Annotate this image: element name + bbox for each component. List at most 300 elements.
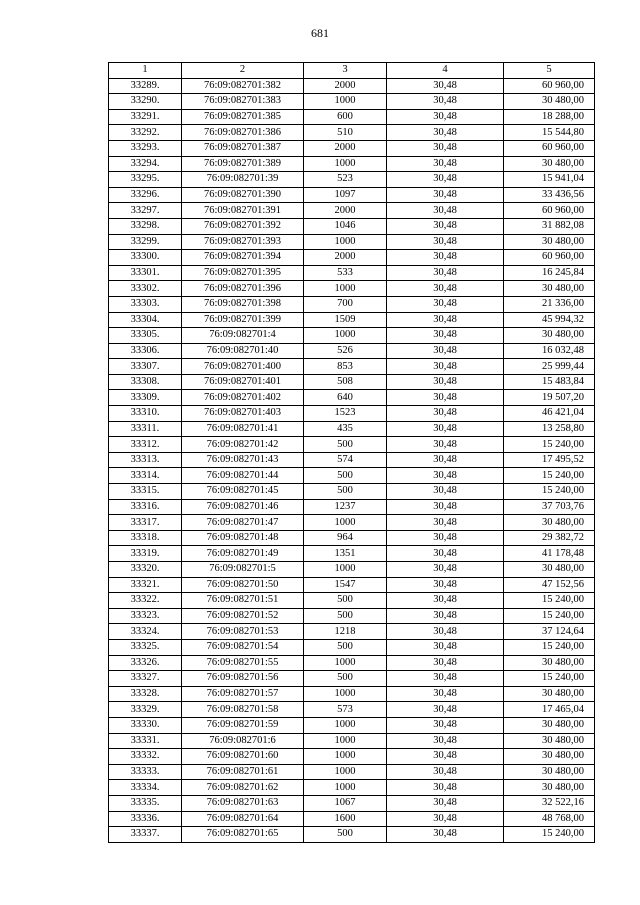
rate-cell: 30,48	[387, 686, 504, 702]
amount-cell: 29 382,72	[504, 530, 595, 546]
row-number-cell: 33332.	[109, 749, 182, 765]
cadastral-number-cell: 76:09:082701:5	[182, 562, 304, 578]
column-header-2: 2	[182, 63, 304, 79]
rate-cell: 30,48	[387, 515, 504, 531]
rate-cell: 30,48	[387, 484, 504, 500]
cadastral-number-cell: 76:09:082701:43	[182, 452, 304, 468]
amount-cell: 16 245,84	[504, 265, 595, 281]
table-row	[109, 140, 595, 156]
cadastral-number-cell: 76:09:082701:46	[182, 499, 304, 515]
area-cell: 1000	[304, 717, 387, 733]
row-number-cell: 33298.	[109, 218, 182, 234]
cadastral-number-cell: 76:09:082701:56	[182, 671, 304, 687]
table-row	[109, 437, 595, 453]
rate-cell: 30,48	[387, 749, 504, 765]
cadastral-number-cell: 76:09:082701:390	[182, 187, 304, 203]
amount-cell: 30 480,00	[504, 686, 595, 702]
rate-cell: 30,48	[387, 639, 504, 655]
amount-cell: 30 480,00	[504, 764, 595, 780]
amount-cell: 15 240,00	[504, 593, 595, 609]
rate-cell: 30,48	[387, 359, 504, 375]
amount-cell: 15 240,00	[504, 671, 595, 687]
row-number-cell: 33295.	[109, 172, 182, 188]
row-number-cell: 33335.	[109, 795, 182, 811]
area-cell: 700	[304, 296, 387, 312]
table-row	[109, 530, 595, 546]
amount-cell: 19 507,20	[504, 390, 595, 406]
amount-cell: 37 124,64	[504, 624, 595, 640]
row-number-cell: 33289.	[109, 78, 182, 94]
cadastral-number-cell: 76:09:082701:54	[182, 639, 304, 655]
cadastral-number-cell: 76:09:082701:58	[182, 702, 304, 718]
area-cell: 500	[304, 671, 387, 687]
area-cell: 1000	[304, 328, 387, 344]
cadastral-number-cell: 76:09:082701:53	[182, 624, 304, 640]
table-row	[109, 639, 595, 655]
amount-cell: 45 994,32	[504, 312, 595, 328]
cadastral-number-cell: 76:09:082701:382	[182, 78, 304, 94]
amount-cell: 60 960,00	[504, 140, 595, 156]
row-number-cell: 33301.	[109, 265, 182, 281]
row-number-cell: 33328.	[109, 686, 182, 702]
table-row	[109, 686, 595, 702]
row-number-cell: 33331.	[109, 733, 182, 749]
table-row	[109, 484, 595, 500]
table-row	[109, 109, 595, 125]
cadastral-number-cell: 76:09:082701:6	[182, 733, 304, 749]
row-number-cell: 33326.	[109, 655, 182, 671]
cadastral-number-cell: 76:09:082701:42	[182, 437, 304, 453]
cadastral-number-cell: 76:09:082701:394	[182, 250, 304, 266]
cadastral-number-cell: 76:09:082701:40	[182, 343, 304, 359]
table-row	[109, 468, 595, 484]
rate-cell: 30,48	[387, 608, 504, 624]
row-number-cell: 33336.	[109, 811, 182, 827]
row-number-cell: 33292.	[109, 125, 182, 141]
area-cell: 1000	[304, 733, 387, 749]
column-header-5: 5	[504, 63, 595, 79]
page-number: 681	[311, 26, 329, 40]
area-cell: 500	[304, 484, 387, 500]
area-cell: 853	[304, 359, 387, 375]
area-cell: 1000	[304, 515, 387, 531]
cadastral-number-cell: 76:09:082701:402	[182, 390, 304, 406]
table-row	[109, 780, 595, 796]
row-number-cell: 33291.	[109, 109, 182, 125]
amount-cell: 17 465,04	[504, 702, 595, 718]
amount-cell: 15 483,84	[504, 374, 595, 390]
area-cell: 1523	[304, 406, 387, 422]
amount-cell: 30 480,00	[504, 94, 595, 110]
row-number-cell: 33318.	[109, 530, 182, 546]
area-cell: 1046	[304, 218, 387, 234]
table-row	[109, 343, 595, 359]
row-number-cell: 33311.	[109, 421, 182, 437]
row-number-cell: 33317.	[109, 515, 182, 531]
row-number-cell: 33320.	[109, 562, 182, 578]
row-number-cell: 33337.	[109, 827, 182, 843]
area-cell: 1097	[304, 187, 387, 203]
cadastral-number-cell: 76:09:082701:64	[182, 811, 304, 827]
area-cell: 500	[304, 827, 387, 843]
area-cell: 1237	[304, 499, 387, 515]
cadastral-number-cell: 76:09:082701:57	[182, 686, 304, 702]
area-cell: 500	[304, 468, 387, 484]
row-number-cell: 33297.	[109, 203, 182, 219]
rate-cell: 30,48	[387, 250, 504, 266]
rate-cell: 30,48	[387, 234, 504, 250]
rate-cell: 30,48	[387, 530, 504, 546]
row-number-cell: 33327.	[109, 671, 182, 687]
row-number-cell: 33334.	[109, 780, 182, 796]
row-number-cell: 33316.	[109, 499, 182, 515]
rate-cell: 30,48	[387, 827, 504, 843]
rate-cell: 30,48	[387, 811, 504, 827]
row-number-cell: 33304.	[109, 312, 182, 328]
area-cell: 1000	[304, 156, 387, 172]
row-number-cell: 33308.	[109, 374, 182, 390]
table-row	[109, 390, 595, 406]
table-row	[109, 94, 595, 110]
table-row	[109, 406, 595, 422]
area-cell: 1000	[304, 234, 387, 250]
rate-cell: 30,48	[387, 94, 504, 110]
cadastral-number-cell: 76:09:082701:44	[182, 468, 304, 484]
cadastral-number-cell: 76:09:082701:41	[182, 421, 304, 437]
rate-cell: 30,48	[387, 374, 504, 390]
table-row	[109, 296, 595, 312]
amount-cell: 30 480,00	[504, 655, 595, 671]
table-row	[109, 764, 595, 780]
amount-cell: 15 240,00	[504, 437, 595, 453]
area-cell: 1547	[304, 577, 387, 593]
rate-cell: 30,48	[387, 296, 504, 312]
area-cell: 1218	[304, 624, 387, 640]
area-cell: 573	[304, 702, 387, 718]
row-number-cell: 33325.	[109, 639, 182, 655]
cadastral-number-cell: 76:09:082701:396	[182, 281, 304, 297]
amount-cell: 30 480,00	[504, 717, 595, 733]
table-row	[109, 795, 595, 811]
rate-cell: 30,48	[387, 562, 504, 578]
cadastral-number-cell: 76:09:082701:48	[182, 530, 304, 546]
table-row	[109, 749, 595, 765]
table-row	[109, 156, 595, 172]
amount-cell: 60 960,00	[504, 78, 595, 94]
table-row	[109, 717, 595, 733]
amount-cell: 31 882,08	[504, 218, 595, 234]
table-row	[109, 499, 595, 515]
table-row	[109, 671, 595, 687]
rate-cell: 30,48	[387, 390, 504, 406]
rate-cell: 30,48	[387, 795, 504, 811]
amount-cell: 60 960,00	[504, 250, 595, 266]
table-row	[109, 811, 595, 827]
area-cell: 1600	[304, 811, 387, 827]
row-number-cell: 33299.	[109, 234, 182, 250]
rate-cell: 30,48	[387, 671, 504, 687]
column-header-3: 3	[304, 63, 387, 79]
table-row	[109, 421, 595, 437]
row-number-cell: 33306.	[109, 343, 182, 359]
cadastral-number-cell: 76:09:082701:4	[182, 328, 304, 344]
amount-cell: 41 178,48	[504, 546, 595, 562]
amount-cell: 46 421,04	[504, 406, 595, 422]
cadastral-number-cell: 76:09:082701:52	[182, 608, 304, 624]
cadastral-number-cell: 76:09:082701:387	[182, 140, 304, 156]
rate-cell: 30,48	[387, 733, 504, 749]
cadastral-number-cell: 76:09:082701:383	[182, 94, 304, 110]
area-cell: 1000	[304, 764, 387, 780]
amount-cell: 30 480,00	[504, 733, 595, 749]
row-number-cell: 33312.	[109, 437, 182, 453]
row-number-cell: 33313.	[109, 452, 182, 468]
row-number-cell: 33293.	[109, 140, 182, 156]
row-number-cell: 33333.	[109, 764, 182, 780]
rate-cell: 30,48	[387, 312, 504, 328]
cadastral-number-cell: 76:09:082701:392	[182, 218, 304, 234]
rate-cell: 30,48	[387, 468, 504, 484]
table-row	[109, 187, 595, 203]
area-cell: 1000	[304, 749, 387, 765]
table-row	[109, 265, 595, 281]
area-cell: 523	[304, 172, 387, 188]
area-cell: 2000	[304, 203, 387, 219]
cadastral-number-cell: 76:09:082701:65	[182, 827, 304, 843]
row-number-cell: 33329.	[109, 702, 182, 718]
row-number-cell: 33294.	[109, 156, 182, 172]
rate-cell: 30,48	[387, 109, 504, 125]
amount-cell: 60 960,00	[504, 203, 595, 219]
amount-cell: 30 480,00	[504, 780, 595, 796]
rate-cell: 30,48	[387, 593, 504, 609]
amount-cell: 21 336,00	[504, 296, 595, 312]
amount-cell: 30 480,00	[504, 156, 595, 172]
cadastral-number-cell: 76:09:082701:386	[182, 125, 304, 141]
cadastral-number-cell: 76:09:082701:45	[182, 484, 304, 500]
amount-cell: 15 941,04	[504, 172, 595, 188]
amount-cell: 16 032,48	[504, 343, 595, 359]
cadastral-number-cell: 76:09:082701:393	[182, 234, 304, 250]
register-table-body	[109, 63, 595, 843]
table-row	[109, 655, 595, 671]
table-row	[109, 281, 595, 297]
register-table	[108, 62, 595, 843]
amount-cell: 13 258,80	[504, 421, 595, 437]
area-cell: 500	[304, 593, 387, 609]
table-row	[109, 250, 595, 266]
rate-cell: 30,48	[387, 437, 504, 453]
table-row	[109, 312, 595, 328]
amount-cell: 15 240,00	[504, 639, 595, 655]
table-row	[109, 608, 595, 624]
area-cell: 533	[304, 265, 387, 281]
cadastral-number-cell: 76:09:082701:391	[182, 203, 304, 219]
row-number-cell: 33305.	[109, 328, 182, 344]
area-cell: 500	[304, 608, 387, 624]
table-row	[109, 125, 595, 141]
row-number-cell: 33321.	[109, 577, 182, 593]
rate-cell: 30,48	[387, 343, 504, 359]
table-row	[109, 218, 595, 234]
row-number-cell: 33303.	[109, 296, 182, 312]
amount-cell: 30 480,00	[504, 234, 595, 250]
cadastral-number-cell: 76:09:082701:59	[182, 717, 304, 733]
amount-cell: 15 240,00	[504, 468, 595, 484]
cadastral-number-cell: 76:09:082701:401	[182, 374, 304, 390]
rate-cell: 30,48	[387, 421, 504, 437]
amount-cell: 30 480,00	[504, 562, 595, 578]
area-cell: 1509	[304, 312, 387, 328]
rate-cell: 30,48	[387, 406, 504, 422]
amount-cell: 15 544,80	[504, 125, 595, 141]
cadastral-number-cell: 76:09:082701:389	[182, 156, 304, 172]
rate-cell: 30,48	[387, 140, 504, 156]
area-cell: 1000	[304, 686, 387, 702]
area-cell: 574	[304, 452, 387, 468]
rate-cell: 30,48	[387, 78, 504, 94]
amount-cell: 18 288,00	[504, 109, 595, 125]
cadastral-number-cell: 76:09:082701:50	[182, 577, 304, 593]
cadastral-number-cell: 76:09:082701:62	[182, 780, 304, 796]
column-header-1: 1	[109, 63, 182, 79]
cadastral-number-cell: 76:09:082701:398	[182, 296, 304, 312]
rate-cell: 30,48	[387, 265, 504, 281]
cadastral-number-cell: 76:09:082701:63	[182, 795, 304, 811]
table-row	[109, 546, 595, 562]
rate-cell: 30,48	[387, 655, 504, 671]
area-cell: 2000	[304, 140, 387, 156]
area-cell: 600	[304, 109, 387, 125]
table-row	[109, 374, 595, 390]
table-row	[109, 702, 595, 718]
rate-cell: 30,48	[387, 546, 504, 562]
row-number-cell: 33323.	[109, 608, 182, 624]
rate-cell: 30,48	[387, 764, 504, 780]
row-number-cell: 33324.	[109, 624, 182, 640]
row-number-cell: 33296.	[109, 187, 182, 203]
area-cell: 1351	[304, 546, 387, 562]
rate-cell: 30,48	[387, 452, 504, 468]
rate-cell: 30,48	[387, 328, 504, 344]
rate-cell: 30,48	[387, 702, 504, 718]
row-number-cell: 33330.	[109, 717, 182, 733]
amount-cell: 15 240,00	[504, 827, 595, 843]
cadastral-number-cell: 76:09:082701:385	[182, 109, 304, 125]
cadastral-number-cell: 76:09:082701:403	[182, 406, 304, 422]
table-row	[109, 515, 595, 531]
cadastral-number-cell: 76:09:082701:49	[182, 546, 304, 562]
amount-cell: 48 768,00	[504, 811, 595, 827]
rate-cell: 30,48	[387, 577, 504, 593]
area-cell: 510	[304, 125, 387, 141]
cadastral-number-cell: 76:09:082701:399	[182, 312, 304, 328]
table-row	[109, 593, 595, 609]
area-cell: 435	[304, 421, 387, 437]
area-cell: 2000	[304, 250, 387, 266]
area-cell: 1000	[304, 562, 387, 578]
table-row	[109, 172, 595, 188]
amount-cell: 30 480,00	[504, 328, 595, 344]
area-cell: 500	[304, 437, 387, 453]
area-cell: 1000	[304, 94, 387, 110]
area-cell: 964	[304, 530, 387, 546]
cadastral-number-cell: 76:09:082701:400	[182, 359, 304, 375]
cadastral-number-cell: 76:09:082701:61	[182, 764, 304, 780]
table-row	[109, 328, 595, 344]
rate-cell: 30,48	[387, 203, 504, 219]
area-cell: 526	[304, 343, 387, 359]
column-header-4: 4	[387, 63, 504, 79]
area-cell: 2000	[304, 78, 387, 94]
table-row	[109, 733, 595, 749]
area-cell: 508	[304, 374, 387, 390]
rate-cell: 30,48	[387, 717, 504, 733]
table-header-row	[109, 63, 595, 79]
area-cell: 1067	[304, 795, 387, 811]
row-number-cell: 33315.	[109, 484, 182, 500]
table-row	[109, 577, 595, 593]
amount-cell: 47 152,56	[504, 577, 595, 593]
row-number-cell: 33302.	[109, 281, 182, 297]
table-row	[109, 359, 595, 375]
row-number-cell: 33307.	[109, 359, 182, 375]
amount-cell: 15 240,00	[504, 484, 595, 500]
amount-cell: 15 240,00	[504, 608, 595, 624]
rate-cell: 30,48	[387, 624, 504, 640]
rate-cell: 30,48	[387, 125, 504, 141]
amount-cell: 30 480,00	[504, 281, 595, 297]
rate-cell: 30,48	[387, 281, 504, 297]
area-cell: 1000	[304, 655, 387, 671]
cadastral-number-cell: 76:09:082701:60	[182, 749, 304, 765]
rate-cell: 30,48	[387, 218, 504, 234]
rate-cell: 30,48	[387, 172, 504, 188]
area-cell: 640	[304, 390, 387, 406]
rate-cell: 30,48	[387, 156, 504, 172]
amount-cell: 30 480,00	[504, 749, 595, 765]
row-number-cell: 33319.	[109, 546, 182, 562]
amount-cell: 25 999,44	[504, 359, 595, 375]
amount-cell: 37 703,76	[504, 499, 595, 515]
cadastral-number-cell: 76:09:082701:395	[182, 265, 304, 281]
cadastral-number-cell: 76:09:082701:47	[182, 515, 304, 531]
cadastral-number-cell: 76:09:082701:55	[182, 655, 304, 671]
row-number-cell: 33310.	[109, 406, 182, 422]
rate-cell: 30,48	[387, 499, 504, 515]
area-cell: 1000	[304, 780, 387, 796]
row-number-cell: 33300.	[109, 250, 182, 266]
amount-cell: 17 495,52	[504, 452, 595, 468]
table-row	[109, 78, 595, 94]
row-number-cell: 33309.	[109, 390, 182, 406]
table-row	[109, 624, 595, 640]
amount-cell: 33 436,56	[504, 187, 595, 203]
table-row	[109, 234, 595, 250]
table-row	[109, 827, 595, 843]
cadastral-number-cell: 76:09:082701:51	[182, 593, 304, 609]
rate-cell: 30,48	[387, 187, 504, 203]
amount-cell: 32 522,16	[504, 795, 595, 811]
area-cell: 1000	[304, 281, 387, 297]
row-number-cell: 33290.	[109, 94, 182, 110]
table-row	[109, 203, 595, 219]
amount-cell: 30 480,00	[504, 515, 595, 531]
area-cell: 500	[304, 639, 387, 655]
table-row	[109, 562, 595, 578]
rate-cell: 30,48	[387, 780, 504, 796]
row-number-cell: 33314.	[109, 468, 182, 484]
